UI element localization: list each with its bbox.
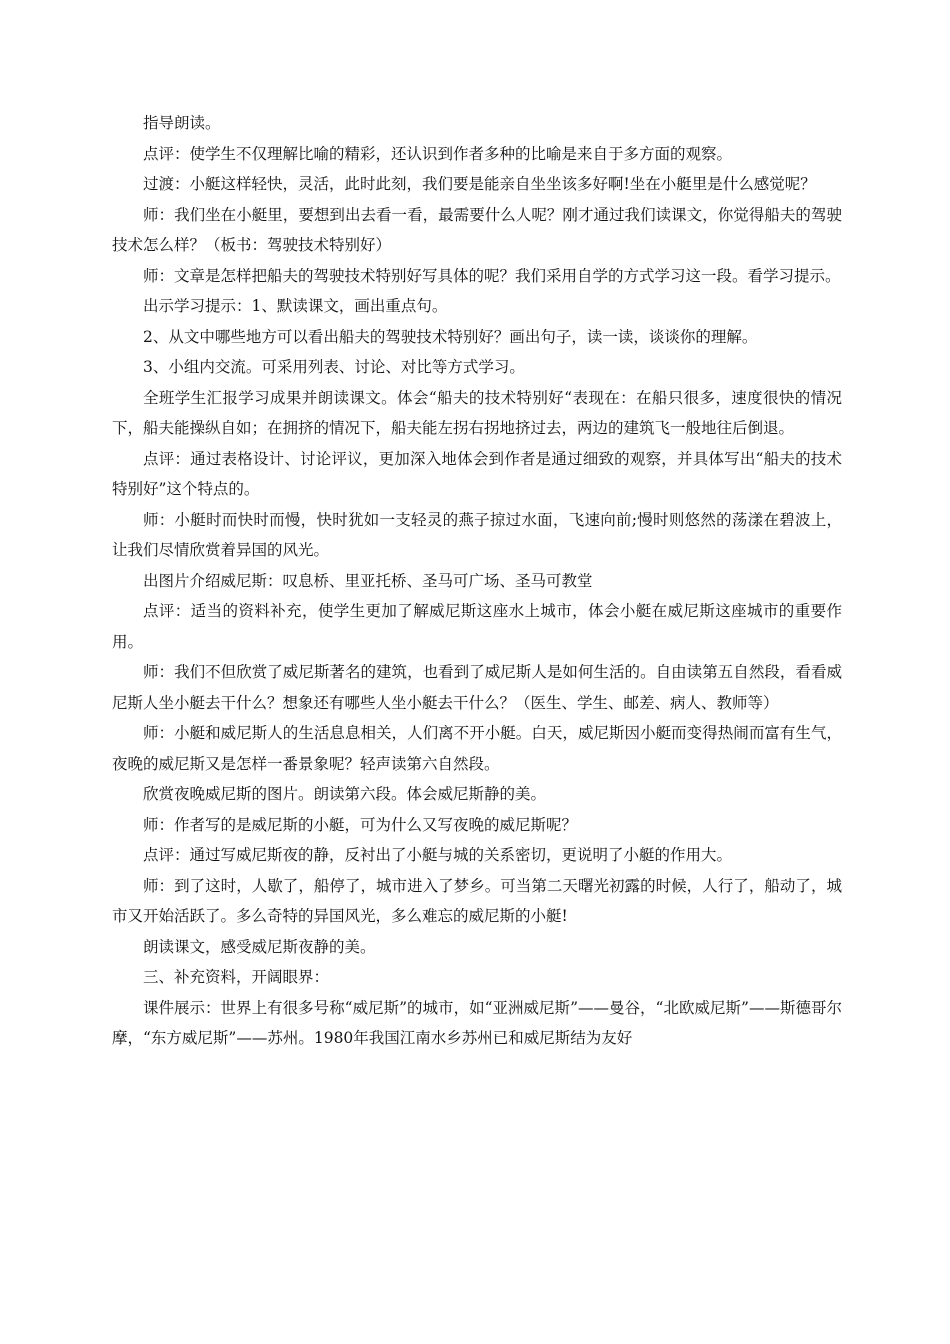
paragraph: 点评：通过写威尼斯夜的静，反衬出了小艇与城的关系密切，更说明了小艇的作用大。: [143, 846, 733, 864]
paragraph: 出示学习提示：1、默读课文，画出重点句。: [143, 297, 448, 315]
paragraph: 过渡：小艇这样轻快，灵活，此时此刻，我们要是能亲自坐坐该多好啊!坐在小艇里是什么感觉呢？: [143, 175, 816, 193]
paragraph: 师：我们坐在小艇里，要想到出去看一看，最需要什么人呢？刚才通过我们读课文，你觉得船夫的驾驶技术怎么样？（板书：驾驶技术特别好）: [112, 205, 842, 254]
document-body: [112, 108, 842, 1054]
paragraph: 3、小组内交流。可采用列表、讨论、对比等方式学习。: [143, 358, 525, 376]
paragraph: 2、从文中哪些地方可以看出船夫的驾驶技术特别好？画出句子，读一读，谈谈你的理解。: [143, 327, 758, 346]
paragraph: 师：作者写的是威尼斯的小艇，可为什么又写夜晚的威尼斯呢？: [143, 815, 578, 834]
paragraph: 欣赏夜晚威尼斯的图片。朗读第六段。体会威尼斯静的美。: [143, 785, 547, 803]
paragraph: 师：我们不但欣赏了威尼斯著名的建筑，也看到了威尼斯人是如何生活的。自由读第五自然段，看看威尼斯人坐小艇去干什么？想象还有哪些人坐小艇去干什么？（医生、学生、邮差、病人、教师等）: [112, 663, 842, 712]
section-heading: 三、补充资料，开阔眼界：: [143, 968, 330, 986]
paragraph: 指导朗读。: [143, 114, 221, 132]
paragraph: 全班学生汇报学习成果并朗读课文。体会“船夫的技术特别好“表现在：在船只很多，速度很快的情况下，船夫能操纵自如；在拥挤的情况下，船夫能左拐右拐地挤过去，两边的建筑飞一般地往后倒退。: [112, 388, 842, 437]
paragraph: 师：小艇时而快时而慢，快时犹如一支轻灵的燕子掠过水面，飞速向前;慢时则悠然的荡漾在碧波上，让我们尽情欣赏着异国的风光。: [112, 510, 842, 559]
paragraph: 出图片介绍威尼斯：叹息桥、里亚托桥、圣马可广场、圣马可教堂: [143, 571, 593, 590]
paragraph: 点评：通过表格设计、讨论评议，更加深入地体会到作者是通过细致的观察，并具体写出“船夫的技术特别好”这个特点的。: [112, 449, 842, 498]
paragraph: 师：小艇和威尼斯人的生活息息相关，人们离不开小艇。白天，威尼斯因小艇而变得热闹而富有生气，夜晚的威尼斯又是怎样一番景象呢？轻声读第六自然段。: [112, 724, 842, 773]
paragraph: 点评：适当的资料补充，使学生更加了解威尼斯这座水上城市，体会小艇在威尼斯这座城市的重要作用。: [112, 602, 842, 651]
paragraph: 课件展示：世界上有很多号称“威尼斯”的城市，如“亚洲威尼斯”——曼谷，“北欧威尼斯”——斯德哥尔摩，“东方威尼斯”——苏州。1980年我国江南水乡苏州已和威尼斯结为友好: [112, 998, 842, 1047]
paragraph: 师：文章是怎样把船夫的驾驶技术特别好写具体的呢？我们采用自学的方式学习这一段。看学习提示。: [143, 266, 841, 285]
paragraph: 师：到了这时，人歇了，船停了，城市进入了梦乡。可当第二天曙光初露的时候，人行了，船动了，城市又开始活跃了。多么奇特的异国风光，多么难忘的威尼斯的小艇!: [112, 876, 842, 925]
paragraph: 朗读课文，感受威尼斯夜静的美。: [143, 937, 376, 956]
paragraph: 点评：使学生不仅理解比喻的精彩，还认识到作者多种的比喻是来自于多方面的观察。: [143, 144, 733, 163]
